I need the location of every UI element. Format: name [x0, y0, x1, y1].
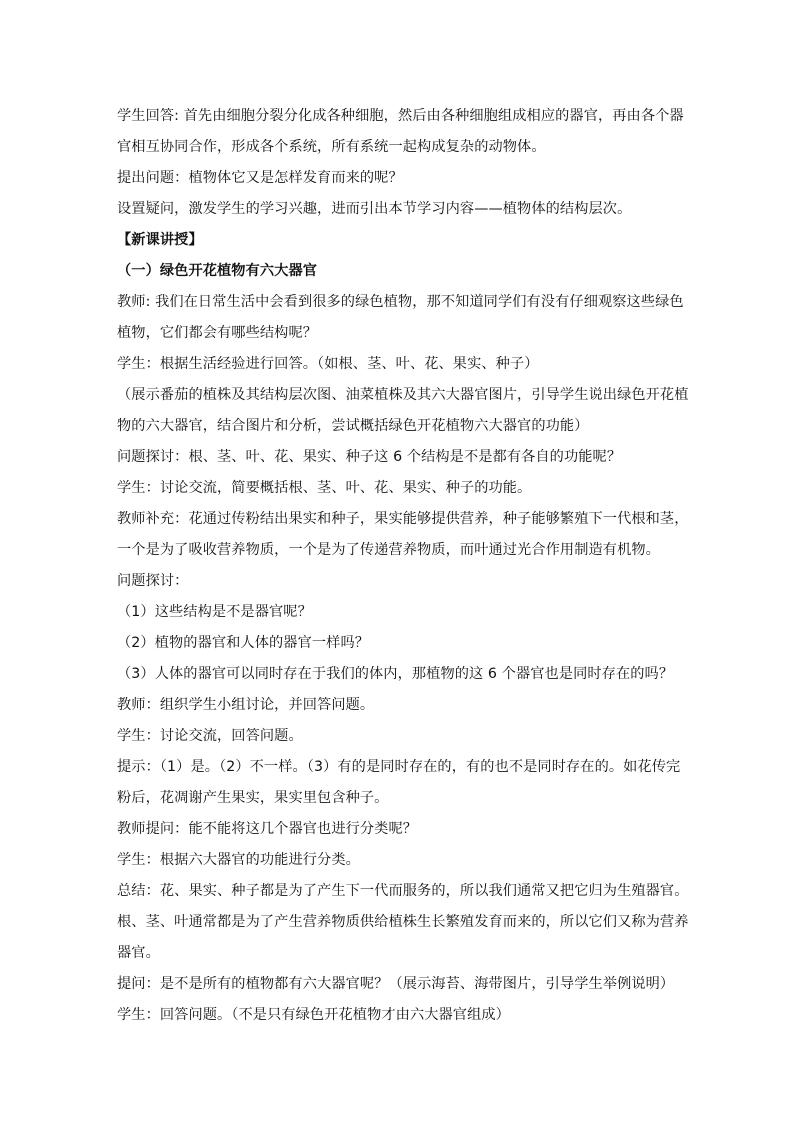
text-line: 物的六大器官，结合图片和分析，尝试概括绿色开花植物六大器官的功能）	[117, 418, 589, 434]
text-line: 教师: 我们在日常生活中会看到很多的绿色植物，那不知道同学们有没有仔细观察这些绿色	[117, 294, 684, 310]
text-line: 根、茎、叶通常都是为了产生营养物质供给植株生长繁殖发育而来的，所以它们又称为营养	[117, 914, 689, 930]
section-heading: 【新课讲授】	[117, 232, 203, 248]
text-line: 器官。	[117, 945, 160, 961]
text-line: （展示番茄的植株及其结构层次图、油菜植株及其六大器官图片，引导学生说出绿色开花植	[117, 387, 689, 403]
text-line: 设置疑问，激发学生的学习兴趣，进而引出本节学习内容——植物体的结构层次。	[117, 201, 632, 217]
text-line: 教师：组织学生小组讨论，并回答问题。	[117, 697, 375, 713]
text-line: 教师提问：能不能将这几个器官也进行分类呢？	[117, 821, 418, 837]
text-line: 学生：讨论交流，回答问题。	[117, 728, 303, 744]
text-line: 学生：回答问题。（不是只有绿色开花植物才由六大器官组成）	[117, 1007, 510, 1023]
text-line: 学生回答: 首先由细胞分裂分化成各种细胞，然后由各种细胞组成相应的器官，再由各个器	[117, 108, 684, 124]
subsection-heading: （一）绿色开花植物有六大器官	[117, 263, 318, 279]
text-line: 提示：（1）是。（2）不一样。（3）有的是同时存在的，有的也不是同时存在的。如花传完	[117, 759, 681, 775]
text-line: 官相互协同合作，形成各个系统，所有系统一起构成复杂的动物体。	[117, 139, 546, 155]
text-line: 学生：讨论交流，简要概括根、茎、叶、花、果实、种子的功能。	[117, 480, 532, 496]
text-line: 提出问题：植物体它又是怎样发育而来的呢？	[117, 170, 403, 186]
text-line: 教师补充：花通过传粉结出果实和种子，果实能够提供营养，种子能够繁殖下一代根和茎，	[117, 511, 689, 527]
text-line: 总结：花、果实、种子都是为了产生下一代而服务的，所以我们通常又把它归为生殖器官。	[117, 883, 689, 899]
text-line: 粉后，花凋谢产生果实，果实里包含种子。	[117, 790, 389, 806]
text-line: （2）植物的器官和人体的器官一样吗？	[117, 635, 370, 651]
text-line: 植物，它们都会有哪些结构呢？	[117, 325, 318, 341]
text-line: 学生：根据六大器官的功能进行分类。	[117, 852, 360, 868]
text-line: 提问：是不是所有的植物都有六大器官呢？（展示海苔、海带图片，引导学生举例说明）	[117, 976, 675, 992]
text-line: 学生：根据生活经验进行回答。（如根、茎、叶、花、果实、种子）	[117, 356, 539, 372]
text-line: （1）这些结构是不是器官呢？	[117, 604, 312, 620]
text-line: 问题探讨：	[117, 573, 189, 589]
text-line: （3）人体的器官可以同时存在于我们的体内，那植物的这 6 个器官也是同时存在的吗？	[117, 666, 674, 682]
text-line: 一个是为了吸收营养物质，一个是为了传递营养物质，而叶通过光合作用制造有机物。	[117, 542, 660, 558]
document-body	[117, 101, 687, 1031]
text-line: 问题探讨：根、茎、叶、花、果实、种子这 6 个结构是不是都有各自的功能呢？	[117, 449, 622, 465]
